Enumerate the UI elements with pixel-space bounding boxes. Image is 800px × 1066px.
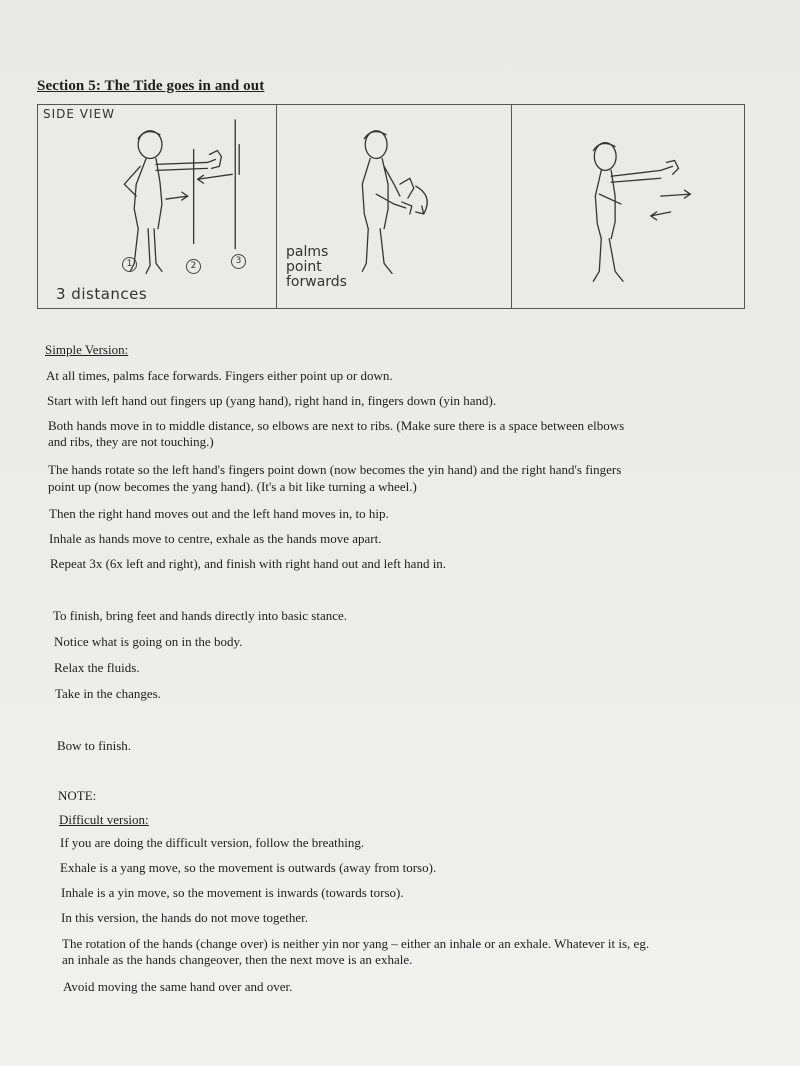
simple-line-1: At all times, palms face forwards. Fingers either point up or down. [46,368,393,383]
simple-line-7: Then the right hand moves out and the left hand moves in, to hip. [49,506,389,521]
figure-sketch-3 [511,105,744,308]
side-view-label: SIDE VIEW [43,107,115,121]
note-line-1: If you are doing the difficult version, follow the breathing. [60,835,365,850]
note-line-7: Avoid moving the same hand over and over. [63,979,293,994]
palms-note-line-3: forwards [286,274,347,290]
finish-line-4: Take in the changes. [55,686,161,701]
distances-label: 3 distances [56,285,148,303]
marker-1: 1 [122,257,137,272]
finish-line-2: Notice what is going on in the body. [54,634,243,649]
side-view-figure [37,104,745,309]
difficult-version-heading: Difficult version: [59,812,149,827]
finish-line-1: To finish, bring feet and hands directly into basic stance. [53,608,348,623]
note-label: NOTE: [58,788,97,803]
simple-line-2: Start with left hand out fingers up (yang hand), right hand in, fingers down (yin hand). [47,393,497,408]
simple-line-6: point up (now becomes the yang hand). (It's a bit like turning a wheel.) [48,479,417,494]
palms-note-line-2: point [286,259,322,275]
note-line-2: Exhale is a yang move, so the movement is outwards (away from torso). [60,860,437,875]
finish-line-3: Relax the fluids. [54,660,140,675]
palms-note-line-1: palms [286,244,329,260]
simple-line-9: Repeat 3x (6x left and right), and finish with right hand out and left hand in. [50,556,447,571]
figure-panel-1 [38,105,277,308]
simple-line-4: and ribs, they are not touching.) [48,434,214,449]
marker-3: 3 [231,254,246,269]
figure-sketch-1 [38,105,276,308]
figure-panel-3 [511,105,744,308]
note-line-4: In this version, the hands do not move together. [61,910,308,925]
simple-line-3: Both hands move in to middle distance, so elbows are next to ribs. (Make sure there is a space between elbows [48,418,625,433]
figure-panel-2 [276,105,512,308]
palms-note [286,245,347,290]
note-line-6: an inhale as the hands changeover, then the next move is an exhale. [62,952,413,967]
note-line-3: Inhale is a yin move, so the movement is inwards (towards torso). [61,885,404,900]
marker-2: 2 [186,259,201,274]
bow-line: Bow to finish. [57,738,132,753]
section-title: Section 5: The Tide goes in and out [37,78,265,94]
simple-line-5: The hands rotate so the left hand's fingers point down (now becomes the yin hand) and the right hand's fingers [48,462,622,477]
simple-version-heading: Simple Version: [45,342,129,357]
simple-line-8: Inhale as hands move to centre, exhale as the hands move apart. [49,531,382,546]
note-line-5: The rotation of the hands (change over) is neither yin nor yang – either an inhale or an exhale. Whatever it is, eg. [62,936,650,951]
